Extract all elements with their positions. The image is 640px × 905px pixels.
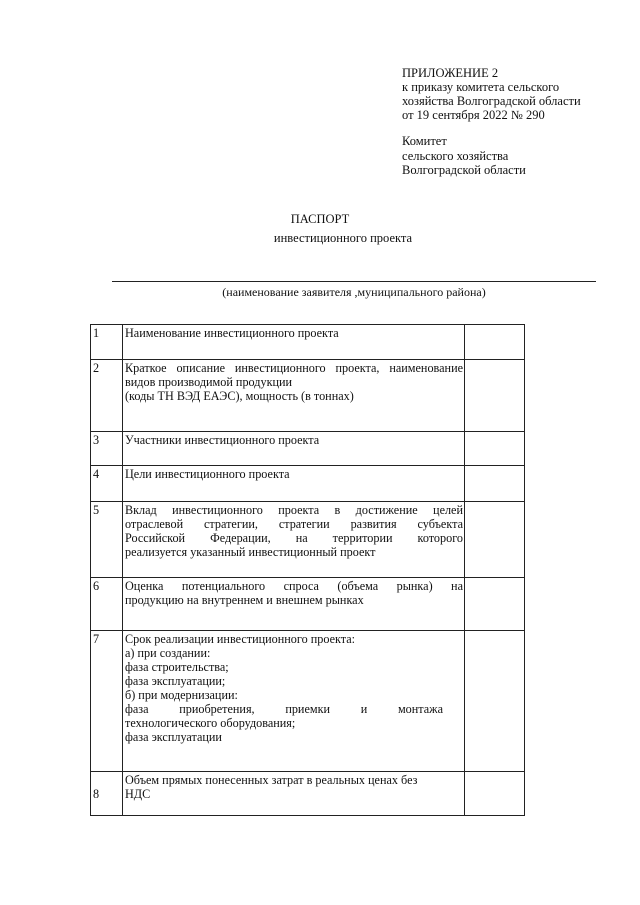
row-value-cell [465, 360, 525, 432]
document-subtitle: инвестиционного проекта [273, 231, 413, 245]
row-value-cell [465, 578, 525, 631]
row-value-cell [465, 466, 525, 502]
row-number: 3 [91, 432, 123, 466]
passport-table [90, 324, 525, 816]
row-description: Наименование инвестиционного проекта [123, 325, 465, 360]
row-value-cell [465, 432, 525, 466]
row-number: 2 [91, 360, 123, 432]
appendix-title: ПРИЛОЖЕНИЕ 2 [402, 66, 499, 80]
row-number: 8 [91, 772, 123, 816]
table-row [91, 578, 525, 631]
table-row [91, 325, 525, 360]
applicant-fill-line [112, 281, 596, 282]
table-row [91, 432, 525, 466]
appendix-block [402, 66, 581, 122]
committee-line-1: Комитет [402, 134, 447, 148]
row-description: Краткое описание инвестиционного проекта, наименование видов производимой продукции (коды ТН ВЭД ЕАЭС), мощность (в тоннах) [123, 360, 465, 432]
row-description: Вклад инвестиционного проекта в достижение целей отраслевой стратегии, стратегии развития субъекта Российской Федерации, на территории которого реализуется указанный инвестиционный проект [123, 502, 465, 578]
row-number: 6 [91, 578, 123, 631]
row-number: 5 [91, 502, 123, 578]
row-description: Участники инвестиционного проекта [123, 432, 465, 466]
committee-line-3: Волгоградской области [402, 163, 526, 177]
row-description: Срок реализации инвестиционного проекта: а) при создании: фаза строительства; фаза эксплуатации; б) при модернизации: фаза приобретения, приемки и монтажа технологического оборудования; фаза эксплуатации [123, 631, 465, 772]
row-number: 4 [91, 466, 123, 502]
table-row [91, 631, 525, 772]
row-value-cell [465, 502, 525, 578]
table-row [91, 360, 525, 432]
appendix-date-line: от 19 сентября 2022 № 290 [402, 108, 545, 122]
committee-line-2: сельского хозяйства [402, 148, 509, 163]
row-description: Оценка потенциального спроса (объема рынка) на продукцию на внутреннем и внешнем рынках [123, 578, 465, 631]
appendix-region-line: хозяйства Волгоградской области [402, 94, 581, 108]
appendix-order-line: к приказу комитета сельского [402, 80, 560, 94]
committee-block [402, 134, 526, 178]
row-number: 7 [91, 631, 123, 772]
table-row [91, 466, 525, 502]
row-value-cell [465, 631, 525, 772]
table-row [91, 772, 525, 816]
row-description: Цели инвестиционного проекта [123, 466, 465, 502]
row-description: Объем прямых понесенных затрат в реальных ценах без НДС [123, 772, 465, 816]
row-value-cell [465, 772, 525, 816]
table-row [91, 502, 525, 578]
row-value-cell [465, 325, 525, 360]
applicant-caption: (наименование заявителя ,муниципального района) [222, 285, 486, 299]
document-title: ПАСПОРТ [290, 212, 350, 226]
row-number: 1 [91, 325, 123, 360]
